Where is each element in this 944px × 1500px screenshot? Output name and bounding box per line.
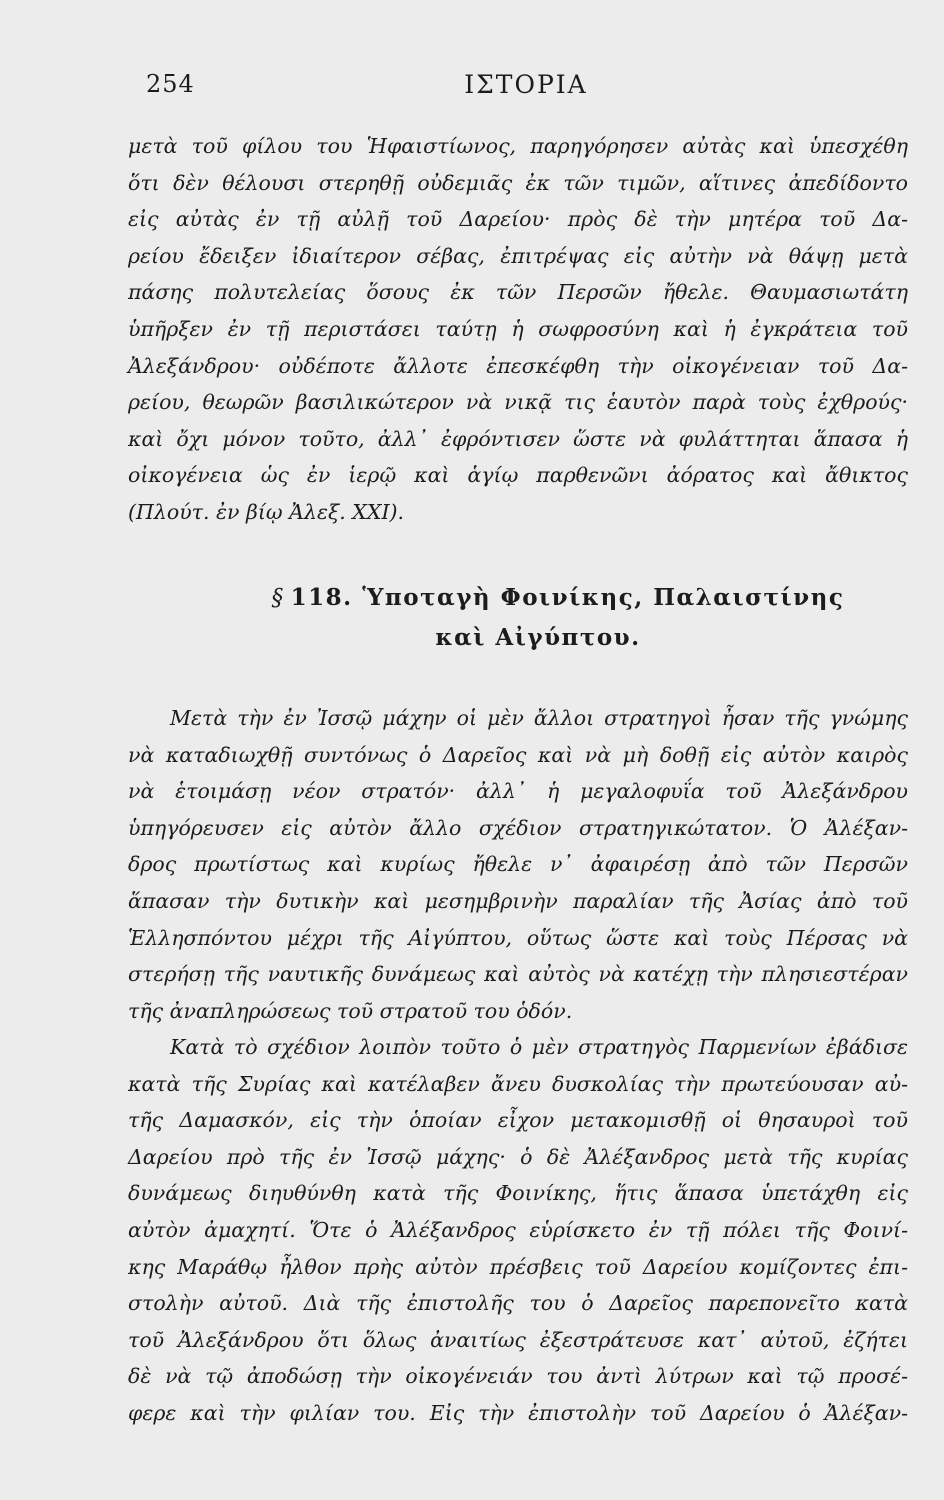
paragraph-1 bbox=[128, 128, 908, 531]
text-line: Μετὰ τὴν ἐν Ἰσσῷ μάχην οἱ μὲν ἄλλοι στρατηγοὶ ἦσαν τῆς γνώμης bbox=[170, 706, 908, 730]
page-header bbox=[0, 64, 944, 104]
text-line: δρος πρωτίστως καὶ κυρίως ἤθελε ν᾿ ἀφαιρέσῃ ἀπὸ τῶν Περσῶν bbox=[128, 852, 908, 877]
text-line: τῆς Δαμασκόν, εἰς τὴν ὁποίαν εἶχον μετακομισθῇ οἱ θησαυροὶ τοῦ bbox=[128, 1108, 908, 1133]
text-line: Κατὰ τὸ σχέδιον λοιπὸν τοῦτο ὁ μὲν στρατηγὸς Παρμενίων ἐβάδισε bbox=[170, 1035, 908, 1059]
section-number: 118. bbox=[290, 584, 353, 611]
text-line: τοῦ Ἀλεξάνδρου ὅτι ὅλως ἀναιτίως ἐξεστράτευσε κατ᾿ αὐτοῦ, ἐζήτει bbox=[128, 1327, 908, 1352]
text-line: στολὴν αὐτοῦ. Διὰ τῆς ἐπιστολῆς του ὁ Δαρεῖος παρεπονεῖτο κατὰ bbox=[128, 1291, 908, 1316]
text-line: νὰ καταδιωχθῇ συντόνως ὁ Δαρεῖος καὶ νὰ μὴ δοθῇ εἰς αὐτὸν καιρὸς bbox=[128, 742, 908, 767]
text-line: στερήσῃ τῆς ναυτικῆς δυνάμεως καὶ αὐτὸς νὰ κατέχῃ τὴν πλησιεστέραν bbox=[128, 962, 908, 987]
text-line: καὶ ὄχι μόνον τοῦτο, ἀλλ᾿ ἐφρόντισεν ὥστε νὰ φυλάττηται ἅπασα ἡ bbox=[128, 426, 908, 451]
text-line: τῆς ἀναπληρώσεως τοῦ στρατοῦ του ὁδόν. bbox=[128, 998, 573, 1023]
text-line: εἰς αὐτὰς ἐν τῇ αὐλῇ τοῦ Δαρείου· πρὸς δὲ τὴν μητέρα τοῦ Δα- bbox=[128, 207, 908, 232]
text-line: (Πλούτ. ἐν βίῳ Ἀλεξ. XXI). bbox=[128, 499, 405, 524]
text-line: κης Μαράθῳ ἦλθον πρὴς αὐτὸν πρέσβεις τοῦ Δαρείου κομίζοντες ἐπι- bbox=[128, 1254, 908, 1279]
section-title-line-1: Ὑποταγὴ Φοινίκης, Παλαιστίνης bbox=[362, 584, 845, 611]
running-title: ΙΣΤΟΡΙΑ bbox=[464, 70, 588, 99]
text-line: δὲ νὰ τῷ ἀποδώσῃ τὴν οἰκογένειάν του ἀντὶ λύτρων καὶ τῷ προσέ- bbox=[128, 1364, 908, 1389]
text-line: ρείου ἔδειξεν ἰδιαίτερον σέβας, ἐπιτρέψας εἰς αὐτὴν νὰ θάψῃ μετὰ bbox=[128, 243, 908, 268]
text-line: μετὰ τοῦ φίλου του Ἡφαιστίωνος, παρηγόρησεν αὐτὰς καὶ ὑπεσχέθη bbox=[128, 134, 908, 158]
text-line: φερε καὶ τὴν φιλίαν του. Εἰς τὴν ἐπιστολὴν τοῦ Δαρείου ὁ Ἀλέξαν- bbox=[128, 1400, 908, 1425]
text-line: Ἀλεξάνδρου· οὐδέποτε ἄλλοτε ἐπεσκέφθη τὴν οἰκογένειαν τοῦ Δα- bbox=[128, 353, 908, 378]
paragraph-3 bbox=[128, 1029, 908, 1432]
text-line: ρείου, θεωρῶν βασιλικώτερον νὰ νικᾷ τις ἑαυτὸν παρὰ τοὺς ἐχθρούς· bbox=[128, 390, 908, 415]
page-number: 254 bbox=[146, 70, 195, 98]
text-line: ὑπηγόρευσεν εἰς αὐτὸν ἄλλο σχέδιον στρατηγικώτατον. Ὁ Ἀλέξαν- bbox=[128, 815, 908, 840]
text-line: ὅτι δὲν θέλουσι στερηθῇ οὐδεμιᾶς ἐκ τῶν τιμῶν, αἵτινες ἀπεδίδοντο bbox=[128, 170, 908, 195]
text-line: Ἑλλησπόντου μέχρι τῆς Αἰγύπτου, οὕτως ὥστε καὶ τοὺς Πέρσας νὰ bbox=[128, 925, 908, 950]
section-sign: § bbox=[271, 585, 285, 611]
text-line: αὐτὸν ἀμαχητί. Ὅτε ὁ Ἀλέξανδρος εὑρίσκετο ἐν τῇ πόλει τῆς Φοινί- bbox=[128, 1217, 908, 1242]
section-heading-line-1 bbox=[128, 578, 908, 618]
text-line: ἅπασαν τὴν δυτικὴν καὶ μεσημβρινὴν παραλίαν τῆς Ἀσίας ἀπὸ τοῦ bbox=[128, 888, 908, 913]
text-line: νὰ ἑτοιμάσῃ νέον στρατόν· ἀλλ᾿ ἡ μεγαλοφυΐα τοῦ Ἀλεξάνδρου bbox=[128, 779, 908, 804]
paragraph-2 bbox=[128, 700, 908, 1029]
text-line: ὑπῆρξεν ἐν τῇ περιστάσει ταύτῃ ἡ σωφροσύνη καὶ ἡ ἐγκράτεια τοῦ bbox=[128, 316, 908, 341]
section-title-line-2: καὶ Αἰγύπτου. bbox=[435, 624, 641, 651]
text-line: δυνάμεως διηυθύνθη κατὰ τῆς Φοινίκης, ἥτις ἅπασα ὑπετάχθη εἰς bbox=[128, 1181, 908, 1206]
text-line: Δαρείου πρὸ τῆς ἐν Ἰσσῷ μάχης· ὁ δὲ Ἀλέξανδρος μετὰ τῆς κυρίας bbox=[128, 1144, 908, 1169]
section-heading bbox=[128, 578, 908, 658]
text-line: οἰκογένεια ὡς ἐν ἱερῷ καὶ ἁγίῳ παρθενῶνι ἀόρατος καὶ ἄθικτος bbox=[128, 463, 908, 488]
text-line: κατὰ τῆς Συρίας καὶ κατέλαβεν ἄνευ δυσκολίας τὴν πρωτεύουσαν αὐ- bbox=[128, 1071, 908, 1096]
text-line: πάσης πολυτελείας ὅσους ἐκ τῶν Περσῶν ἤθελε. Θαυμασιωτάτη bbox=[128, 280, 908, 305]
